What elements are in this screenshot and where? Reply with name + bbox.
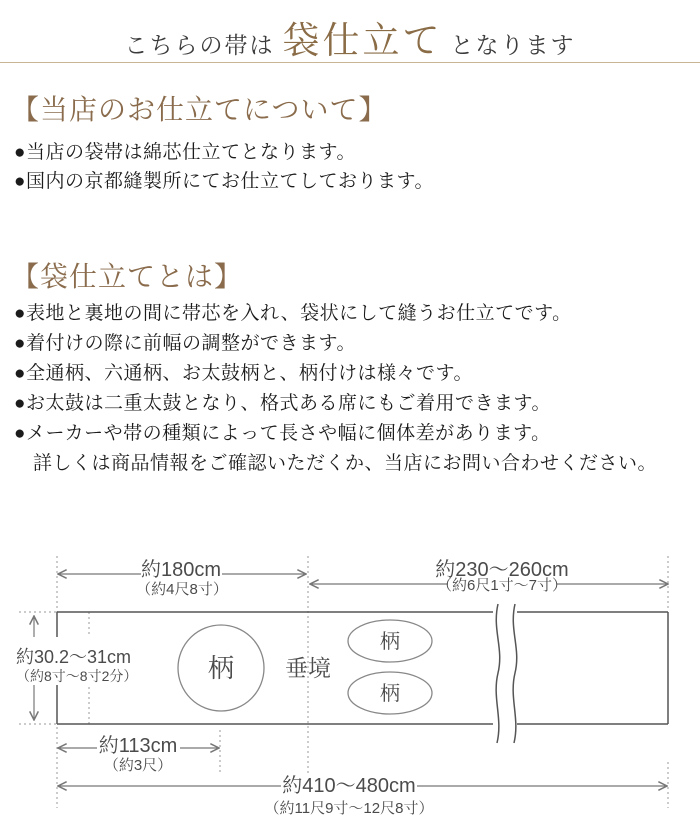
break-mark bbox=[496, 604, 517, 743]
dimension-total bbox=[58, 774, 667, 817]
obi-measurement-diagram bbox=[0, 530, 700, 840]
dimension-sublabel: （約8寸〜8寸2分） bbox=[16, 668, 138, 684]
title-suffix: となります bbox=[450, 33, 576, 58]
dimension-label: 約180cm bbox=[140, 559, 222, 581]
list-item: ●国内の京都縫製所にてお仕立てしております。 bbox=[14, 171, 434, 192]
dimension-sublabel: （約4尺8寸） bbox=[136, 581, 228, 598]
section-heading-tailoring: 【当店のお仕立てについて】 bbox=[11, 95, 388, 126]
title-prefix: こちらの帯は bbox=[124, 33, 275, 58]
obi-rectangle bbox=[57, 612, 668, 724]
dimension-230-260cm bbox=[310, 558, 668, 594]
list-item: ●着付けの際に前幅の調整ができます。 bbox=[14, 333, 356, 354]
pattern-ellipse-top-label: 柄 bbox=[380, 631, 400, 653]
list-item: ●表地と裏地の間に帯芯を入れ、袋状にして縫うお仕立てです。 bbox=[14, 303, 572, 324]
list-item: ●お太鼓は二重太鼓となり、格式ある席にもご着用できます。 bbox=[14, 393, 551, 414]
dimension-180cm bbox=[58, 558, 306, 598]
title-emphasis: 袋仕立て bbox=[282, 21, 443, 62]
tailoring-bullet-list bbox=[14, 138, 434, 196]
dimension-sublabel: （約11尺9寸〜12尺8寸） bbox=[264, 800, 434, 817]
list-item: ●全通柄、六通柄、お太鼓柄と、柄付けは様々です。 bbox=[14, 363, 473, 384]
section-heading-fukuro: 【袋仕立てとは】 bbox=[11, 262, 244, 293]
list-item: ●当店の袋帯は綿芯仕立てとなります。 bbox=[14, 142, 356, 163]
dimension-label: 約410〜480cm bbox=[282, 775, 416, 797]
dimension-sublabel: （約6尺1寸〜7寸） bbox=[436, 577, 568, 594]
list-note: 詳しくは商品情報をご確認いただくか、当店にお問い合わせください。 bbox=[33, 453, 658, 474]
pattern-ellipse-bottom-label: 柄 bbox=[380, 683, 400, 705]
dimension-label: 約230〜260cm bbox=[435, 559, 569, 581]
fukuro-bullet-list bbox=[14, 299, 657, 479]
page-title bbox=[0, 10, 700, 64]
dimension-label: 約113cm bbox=[98, 735, 178, 757]
dimension-sublabel: （約3尺） bbox=[103, 757, 173, 774]
dimension-113cm bbox=[58, 734, 219, 774]
list-item: ●メーカーや帯の種類によって長さや幅に個体差があります。 bbox=[14, 423, 551, 444]
header-divider bbox=[0, 62, 700, 63]
tare-boundary-label: 垂境 bbox=[285, 655, 331, 681]
dimension-label: 約30.2〜31cm bbox=[16, 647, 132, 667]
pattern-circle-label: 柄 bbox=[207, 653, 235, 683]
dimension-width bbox=[12, 616, 140, 720]
